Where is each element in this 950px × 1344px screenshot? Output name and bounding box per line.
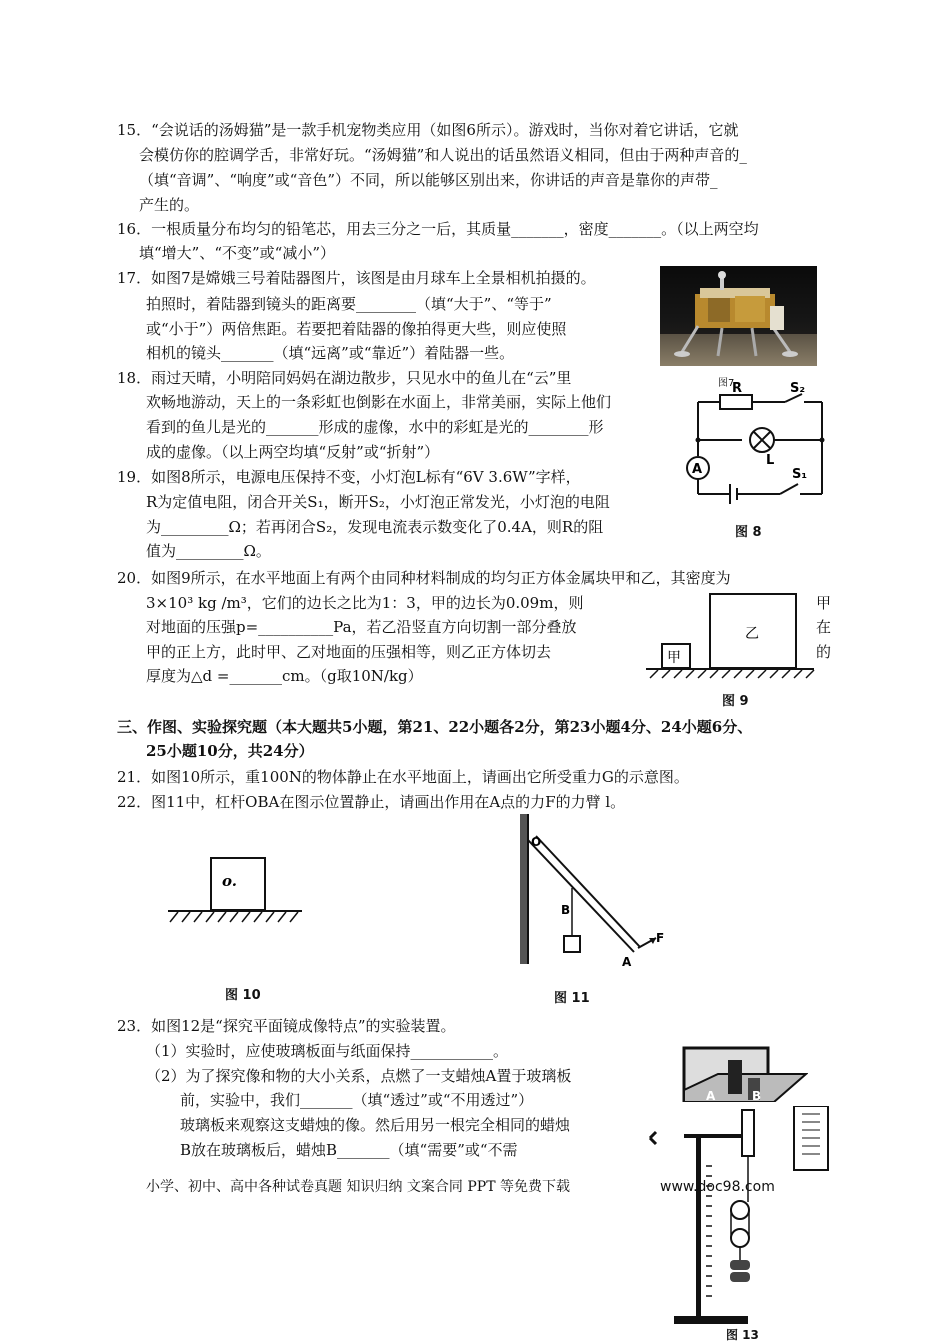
q22-text: 22．图11中，杠杆OBA在图示位置静止，请画出作用在A点的力F的力臂 l。 [117, 793, 626, 811]
q20-line-2: 3×10³ kg /m³，它们的边长之比为1：3，甲的边长为0.09m，则 [146, 594, 584, 612]
q19-line-3: 为_________Ω；若再闭合S₂，发现电流表示数变化了0.4A，则R的阻 [146, 518, 604, 536]
footer-text: 小学、初中、高中各种试卷真题 知识归纳 文案合同 PPT 等免费下载 [146, 1179, 570, 1195]
fig8-label-a: A [692, 462, 703, 477]
fig8-label-s2: S₂ [790, 381, 806, 396]
fig11-label-f: F [656, 931, 665, 945]
fig12-label-b: B [752, 1089, 762, 1102]
q23-line-6: B放在玻璃板后，蜡烛B_______（填“需要”或“不需 [180, 1141, 518, 1159]
section-3-heading-line-2: 25小题10分，共24分） [146, 742, 314, 760]
fig11-label-b: B [561, 903, 571, 917]
q17-line-3: 或“小于”）两倍焦距。若要把着陆器的像拍得更大些，则应使照 [146, 320, 567, 338]
q19-line-2: R为定值电阻，闭合开关S₁，断开S₂，小灯泡正常发光，小灯泡的电阻 [146, 493, 610, 511]
q17-line-4: 相机的镜头_______（填“远离”或“靠近”）着陆器一些。 [146, 344, 515, 362]
q20-right-3: 的 [816, 643, 832, 661]
fig9-label-jia: 甲 [667, 650, 681, 666]
fig8-label-s1: S₁ [792, 467, 808, 482]
q15-line-2: 会模仿你的腔调学舌，非常好玩。“汤姆猫”和人说出的话虽然语义相同，但由于两种声音的_ [139, 146, 747, 164]
q16-line-2: 填“增大”、“不变”或“减小”） [139, 244, 336, 262]
fig11-label-o: O [531, 835, 542, 849]
figure-13-pulley-stand [644, 1106, 834, 1328]
fig10-center-label: o. [222, 872, 237, 890]
figure-10-caption: 图 10 [225, 988, 261, 1003]
q17-line-2: 拍照时，着陆器到镜头的距离要________（填“大于”、“等于” [146, 295, 552, 313]
q15-line-4: 产生的。 [139, 196, 200, 214]
fig11-label-a: A [622, 955, 632, 969]
q20-line-5: 厚度为△d =_______cm。（g取10N/kg） [146, 667, 423, 685]
figure-7-caption: 图7 [718, 378, 735, 389]
figure-13-caption: 图 13 [726, 1328, 759, 1342]
figure-10-block [166, 856, 306, 928]
q19-line-1: 19．如图8所示，电源电压保持不变，小灯泡L标有“6V 3.6W”字样， [117, 468, 581, 486]
q23-line-1: 23．如图12是“探究平面镜成像特点”的实验装置。 [117, 1017, 456, 1035]
figure-8-caption: 图 8 [735, 525, 762, 540]
fig8-label-r: R [732, 381, 743, 396]
q20-line-3: 对地面的压强p=__________Pa，若乙沿竖直方向切割一部分叠放 [146, 618, 577, 636]
q15-line-3: （填“音调”、“响度”或“音色”）不同，所以能够区别出来，你讲话的声音是靠你的声带_ [139, 171, 718, 189]
q19-line-4: 值为_________Ω。 [146, 542, 271, 560]
q20-right-2: 在 [816, 618, 832, 636]
figure-9-caption: 图 9 [722, 694, 749, 709]
footer-site-link[interactable]: www.doc98.com [660, 1179, 775, 1195]
q20-line-4: 甲的正上方，此时甲、乙对地面的压强相等，则乙正方体切去 [146, 643, 552, 661]
q17-line-1: 17．如图7是嫦娥三号着陆器图片，该图是由月球车上全景相机拍摄的。 [117, 269, 596, 287]
q18-line-4: 成的虚像。（以上两空均填“反射”或“折射”） [146, 443, 440, 461]
fig12-label-a: A [706, 1089, 716, 1102]
q20-line-1: 20．如图9所示，在水平地面上有两个由同种材料制成的均匀正方体金属块甲和乙，其密度为 [117, 569, 731, 587]
q21-text: 21．如图10所示，重100N的物体静止在水平地面上，请画出它所受重力G的示意图。 [117, 768, 689, 786]
q23-line-4: 前，实验中，我们_______（填“透过”或“不用透过”） [180, 1091, 534, 1109]
section-3-heading-line-1: 三、作图、实验探究题（本大题共5小题，第21、22小题各2分，第23小题4分、24小题6分、 [117, 718, 753, 736]
fig9-label-yi: 乙 [745, 626, 759, 642]
q23-line-5: 玻璃板来观察这支蜡烛的像。然后用另一根完全相同的蜡烛 [180, 1116, 571, 1134]
figure-7-lander-photo [660, 266, 817, 366]
q18-line-2: 欢畅地游动，天上的一条彩虹也倒影在水面上，非常美丽，实际上他们 [146, 393, 612, 411]
figure-11-lever [516, 812, 672, 972]
figure-12-mirror-setup [678, 1044, 808, 1102]
fig8-label-l: L [766, 453, 775, 468]
q15-line-1: 15．“会说话的汤姆猫”是一款手机宠物类应用（如图6所示）。游戏时，当你对着它讲话，它就 [117, 121, 739, 139]
q23-line-3: （2）为了探究像和物的大小关系，点燃了一支蜡烛A置于玻璃板 [146, 1067, 572, 1085]
figure-8-circuit [680, 380, 830, 510]
q18-line-3: 看到的鱼儿是光的_______形成的虚像，水中的彩虹是光的________形 [146, 418, 604, 436]
figure-11-caption: 图 11 [554, 991, 590, 1006]
q20-right-1: 甲 [816, 594, 832, 612]
figure-9-cubes [644, 592, 816, 680]
q16-line-1: 16．一根质量分布均匀的铅笔芯，用去三分之一后，其质量_______，密度_______。（以上两空均 [117, 220, 759, 238]
q23-line-2: （1）实验时，应使玻璃板面与纸面保持___________。 [146, 1042, 509, 1060]
q18-line-1: 18．雨过天晴，小明陪同妈妈在湖边散步，只见水中的鱼儿在“云”里 [117, 369, 572, 387]
